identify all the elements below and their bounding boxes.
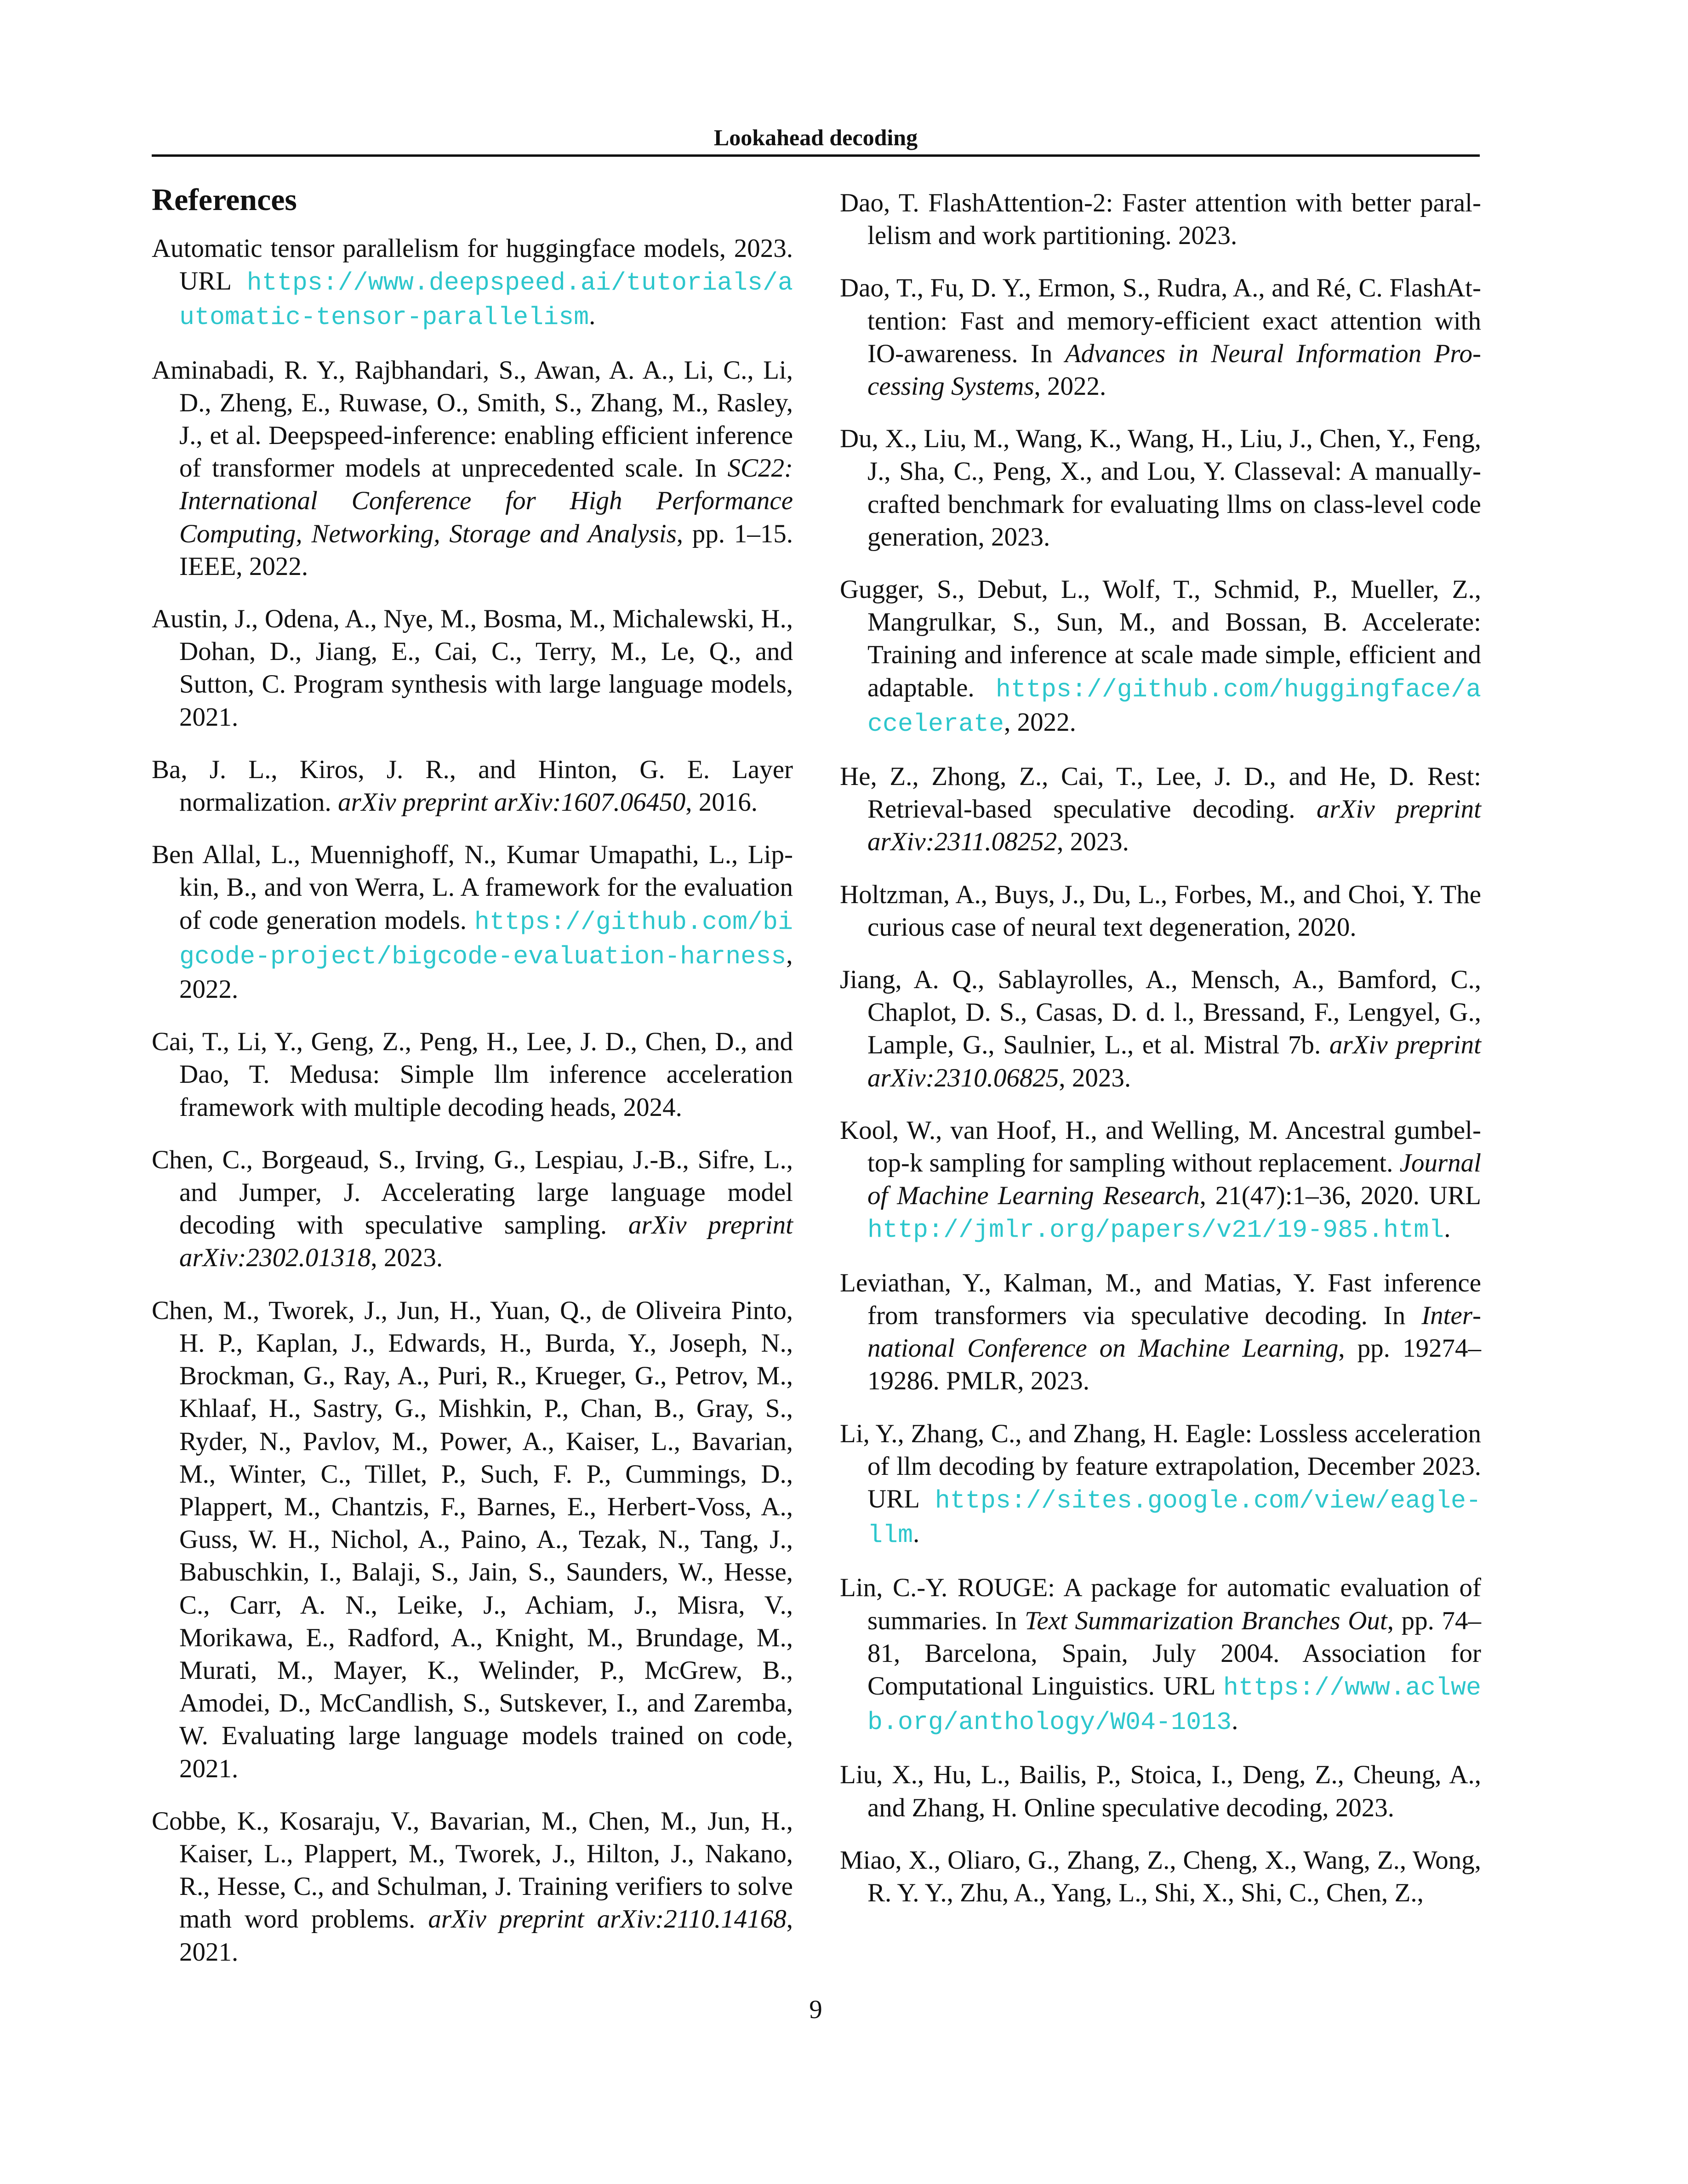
reference-entry bbox=[840, 1417, 1481, 1552]
reference-venue: arXiv preprint arXiv:2311.08252 bbox=[867, 795, 1482, 857]
reference-entry bbox=[152, 603, 793, 734]
running-header: Lookahead decoding bbox=[713, 125, 918, 150]
reference-entry bbox=[152, 1025, 793, 1124]
reference-entry bbox=[152, 354, 793, 583]
reference-text: Cobbe, K., Kosaraju, V., Bavarian, M., Chen, M., Jun, H., Kaiser, L., Plappert, M., Tworek, J., Hilton, J., Nakano, R., Hesse, C., and Schulman, J. Training verifiers to solve math word problems. bbox=[152, 1806, 793, 1934]
reference-entry bbox=[152, 232, 793, 334]
reference-text: , 2023. bbox=[371, 1243, 443, 1273]
reference-text: Liu, X., Hu, L., Bailis, P., Stoica, I., Deng, Z., Cheung, A., and Zhang, H. Online speculative decoding, 2023. bbox=[840, 1760, 1481, 1822]
reference-venue: arXiv preprint arXiv:2310.06825 bbox=[867, 1030, 1482, 1092]
reference-text: . bbox=[913, 1519, 920, 1548]
reference-text: Aminabadi, R. Y., Rajbhandari, S., Awan, A. A., Li, C., Li, D., Zheng, E., Ruwase, O., Smith, S., Zhang, M., Rasley, J., et al. Deepspeed-inference: enabling efficient inference of transformer models at unprecedented scale. In bbox=[152, 355, 793, 483]
reference-entry bbox=[840, 963, 1481, 1094]
reference-text: , 2016. bbox=[685, 788, 758, 817]
header-rule bbox=[152, 154, 1480, 157]
reference-text: , 2022. bbox=[1034, 372, 1106, 401]
reference-text: Dao, T., Fu, D. Y., Ermon, S., Rudra, A., and Ré, C. FlashAttention: Fast and memory-efficient exact attention with IO-awareness. In bbox=[840, 273, 1481, 368]
reference-text: , pp. 19274–19286. PMLR, 2023. bbox=[867, 1334, 1481, 1396]
reference-text: Ba, J. L., Kiros, J. R., and Hinton, G. E. Layer normalization. bbox=[152, 755, 793, 817]
reference-venue: Advances in Neural Information Processing Systems bbox=[867, 339, 1481, 401]
reference-text: Lin, C.-Y. ROUGE: A package for automatic evaluation of summaries. In bbox=[840, 1573, 1481, 1635]
reference-entry bbox=[840, 1571, 1481, 1739]
reference-text: Li, Y., Zhang, C., and Zhang, H. Eagle: Lossless acceleration of llm decoding by feature extrapolation, December 2023. URL bbox=[840, 1419, 1481, 1513]
reference-entry bbox=[152, 753, 793, 819]
reference-text: , 2023. bbox=[1059, 1063, 1131, 1092]
reference-text: Miao, X., Oliaro, G., Zhang, Z., Cheng, X., Wang, Z., Wong, R. Y. Y., Zhu, A., Yang, L., Shi, X., Shi, C., Chen, Z., bbox=[840, 1845, 1481, 1907]
reference-text: , pp. 1–15. IEEE, 2022. bbox=[179, 519, 793, 581]
reference-link[interactable]: https://github.com/huggingface/accelerate bbox=[867, 675, 1481, 739]
reference-entry bbox=[840, 760, 1481, 859]
reference-text: , 2023. bbox=[1057, 827, 1129, 857]
reference-venue: arXiv preprint arXiv:2302.01318 bbox=[179, 1211, 793, 1273]
reference-venue: arXiv preprint arXiv:1607.06450 bbox=[338, 788, 686, 817]
reference-text: He, Z., Zhong, Z., Cai, T., Lee, J. D., and He, D. Rest: Retrieval-based speculative decoding. bbox=[840, 762, 1481, 824]
reference-text: Ben Allal, L., Muennighoff, N., Kumar Umapathi, L., Lipkin, B., and von Werra, L. A framework for the evaluation of code generation models. bbox=[152, 840, 793, 935]
reference-text: Cai, T., Li, Y., Geng, Z., Peng, H., Lee, J. D., Chen, D., and Dao, T. Medusa: Simple llm inference acceleration framework with multiple decoding heads, 2024. bbox=[152, 1027, 793, 1122]
reference-text: , 2022. bbox=[179, 940, 793, 1004]
reference-text: Chen, M., Tworek, J., Jun, H., Yuan, Q., de Oliveira Pinto, H. P., Kaplan, J., Edwards, H., Burda, Y., Joseph, N., Brockman, G., Ray, A., Puri, R., Krueger, G., Petrov, M., Khlaaf, H., Sastry, G., Mishkin, P., Chan, B., Gray, S., Ryder, N., Pavlov, M., Power, A., Kaiser, L., Bavarian, M., Winter, C., Tillet, P., Such, F. P., Cummings, D., Plappert, M., Chantzis, F., Barnes, E., Herbert-Voss, A., Guss, W. H., Nichol, A., Paino, A., Tezak, N., Tang, J., Babuschkin, I., Balaji, S., Jain, S., Saunders, W., Hesse, C., Carr, A. N., Leike, J., Achiam, J., Misra, V., Morikawa, E., Radford, A., Knight, M., Brundage, M., Murati, M., Mayer, K., Welinder, P., McGrew, B., Amodei, D., McCandlish, S., Sutskever, I., and Zaremba, W. Evaluating large language models trained on code, 2021. bbox=[152, 1296, 793, 1783]
reference-text: . bbox=[589, 301, 596, 330]
reference-venue: Text Summarization Branches Out bbox=[1024, 1606, 1387, 1635]
reference-text: Holtzman, A., Buys, J., Du, L., Forbes, M., and Choi, Y. The curious case of neural text degeneration, 2020. bbox=[840, 880, 1481, 942]
reference-entry bbox=[152, 838, 793, 1006]
reference-venue: SC22: International Conference for High Performance Computing, Networking, Storage and Analysis bbox=[179, 454, 793, 548]
references-right-column bbox=[840, 187, 1481, 1929]
reference-text: Kool, W., van Hoof, H., and Welling, M. Ancestral gumbel-top-k sampling for sampling without replacement. bbox=[840, 1115, 1481, 1178]
reference-venue: International Conference on Machine Learning bbox=[867, 1301, 1481, 1363]
reference-entry bbox=[152, 1294, 793, 1785]
reference-entry bbox=[840, 1758, 1481, 1824]
reference-entry bbox=[840, 422, 1481, 553]
reference-text: , 2021. bbox=[179, 1905, 793, 1967]
reference-link[interactable]: https://www.deepspeed.ai/tutorials/automatic-tensor-parallelism bbox=[179, 268, 793, 332]
reference-venue: Journal of Machine Learning Research bbox=[867, 1149, 1481, 1211]
reference-entry bbox=[840, 1844, 1481, 1909]
reference-entry bbox=[840, 1114, 1481, 1247]
reference-text: , 2022. bbox=[1004, 707, 1076, 737]
reference-text: Jiang, A. Q., Sablayrolles, A., Mensch, A., Bamford, C., Chaplot, D. S., Casas, D. d. l., Bressand, F., Lengyel, G., Lample, G., Saulnier, L., et al. Mistral 7b. bbox=[840, 965, 1481, 1060]
reference-entry bbox=[840, 1267, 1481, 1398]
reference-text: , 21(47):1–36, 2020. URL bbox=[1199, 1181, 1481, 1211]
page-number: 9 bbox=[809, 1995, 822, 2024]
reference-link[interactable]: http://jmlr.org/papers/v21/19-985.html bbox=[867, 1216, 1444, 1245]
references-left-column bbox=[152, 232, 793, 1988]
reference-entry bbox=[152, 1805, 793, 1968]
reference-text: Du, X., Liu, M., Wang, K., Wang, H., Liu, J., Chen, Y., Feng, J., Sha, C., Peng, X., and Lou, Y. Classeval: A manually-crafted benchmark for evaluating llms on class-level code generation, 2023. bbox=[840, 424, 1481, 552]
reference-entry bbox=[152, 1143, 793, 1274]
reference-venue: arXiv preprint arXiv:2110.14168 bbox=[428, 1905, 787, 1934]
reference-text: Automatic tensor parallelism for huggingface models, 2023. URL bbox=[152, 234, 793, 296]
reference-text: Austin, J., Odena, A., Nye, M., Bosma, M., Michalewski, H., Dohan, D., Jiang, E., Cai, C., Terry, M., Le, Q., and Sutton, C. Program synthesis with large language models, 2021. bbox=[152, 604, 793, 732]
reference-text: . bbox=[1444, 1214, 1451, 1243]
reference-entry bbox=[840, 878, 1481, 944]
reference-text: , pp. 74–81, Barcelona, Spain, July 2004. Association for Computational Linguistics. URL bbox=[867, 1606, 1481, 1701]
reference-text: Chen, C., Borgeaud, S., Irving, G., Lespiau, J.-B., Sifre, L., and Jumper, J. Accelerating large language model decoding with speculative sampling. bbox=[152, 1145, 793, 1240]
section-title: References bbox=[152, 182, 297, 217]
reference-text: Gugger, S., Debut, L., Wolf, T., Schmid, P., Mueller, Z., Mangrulkar, S., Sun, M., and Bossan, B. Accelerate: Training and inference at scale made simple, efficient and adaptable. bbox=[840, 575, 1481, 702]
reference-link[interactable]: https://github.com/bigcode-project/bigcode-evaluation-harness bbox=[179, 907, 793, 971]
reference-link[interactable]: https://sites.google.com/view/eagle-llm bbox=[867, 1486, 1481, 1550]
reference-text: Dao, T. FlashAttention-2: Faster attention with better parallelism and work partitioning. 2023. bbox=[840, 188, 1481, 250]
reference-entry bbox=[840, 573, 1481, 740]
reference-link[interactable]: https://www.aclweb.org/anthology/W04-1013 bbox=[867, 1673, 1481, 1737]
reference-text: Leviathan, Y., Kalman, M., and Matias, Y. Fast inference from transformers via speculative decoding. In bbox=[840, 1268, 1481, 1330]
reference-entry bbox=[840, 187, 1481, 252]
reference-entry bbox=[840, 272, 1481, 403]
reference-text: . bbox=[1232, 1706, 1238, 1735]
